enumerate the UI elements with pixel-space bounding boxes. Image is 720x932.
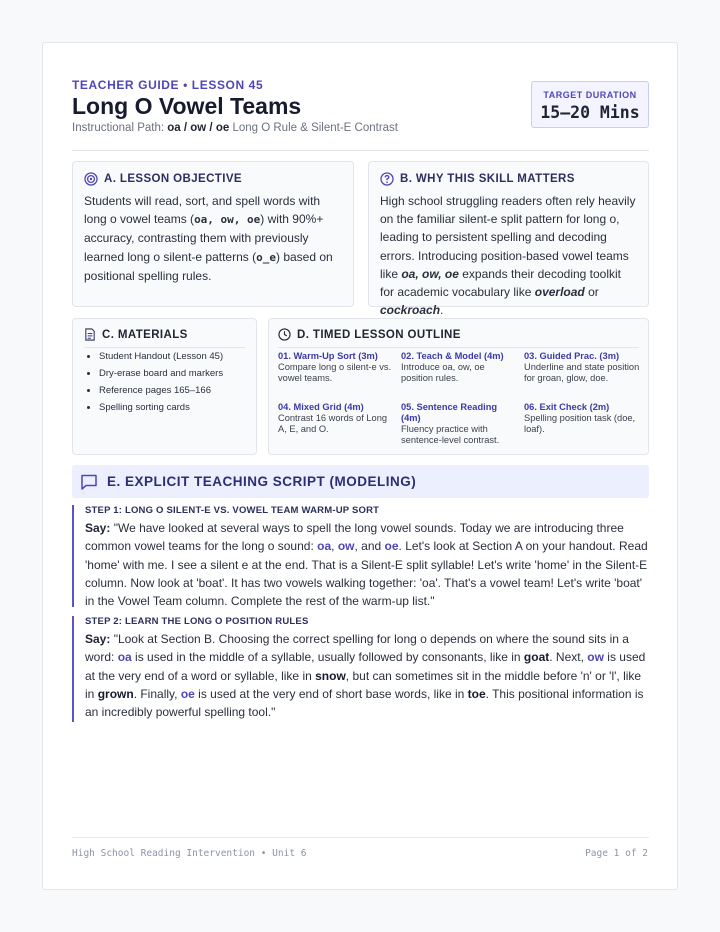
- outline-divider: [278, 347, 639, 348]
- duration-label: TARGET DURATION: [543, 90, 637, 100]
- step-2-title: STEP 2: LEARN THE LONG O POSITION RULES: [85, 616, 309, 627]
- objective-teams: oa, ow, oe: [194, 213, 261, 227]
- materials-card: [72, 318, 257, 455]
- path-teams: oa / ow / oe: [167, 122, 230, 134]
- list-item: • Dry-erase board and markers: [99, 367, 223, 384]
- outline-item: [278, 402, 396, 435]
- materials-heading: C. MATERIALS: [102, 328, 188, 341]
- outline-item: [524, 402, 642, 435]
- step-text: . Let's look at Section A on your handout. Read 'home' with me. I see a silent e at the end. That is a Silent-E split syllable! Let's write 'home' in the Silent-E column. Now look at 'boat'. It has two vowels walking together: 'oa'. That's a vowel team! Let's write 'boat' in the Vowel Team column. Complete the rest of the warm-up list.": [85, 539, 648, 609]
- outline-item-title: 04. Mixed Grid (4m): [278, 402, 364, 412]
- script-section-banner: [72, 465, 649, 498]
- step-text: ,: [331, 539, 338, 554]
- page-title: Long O Vowel Teams: [72, 93, 302, 119]
- objective-text-part: ) based on positional spelling rules.: [84, 249, 333, 283]
- outline-item-desc: Fluency practice with sentence-level contrast.: [401, 424, 500, 445]
- header-divider: [72, 150, 649, 151]
- step-text: , and: [354, 539, 385, 554]
- outline-item-title: 05. Sentence Reading (4m): [401, 402, 498, 423]
- script-step-2: [72, 616, 649, 722]
- step-text: is used in the middle of a syllable, usually followed by consonants, like in: [131, 650, 524, 665]
- help-circle-icon: [380, 172, 394, 186]
- vowel-team-oe: oe: [384, 539, 399, 554]
- materials-divider: [84, 347, 245, 348]
- why-word-overload: overload: [534, 285, 585, 300]
- objective-text-part: ) with 90%+ accuracy, contrasting them with previously learned long o silent-e patterns (: [84, 212, 324, 264]
- page-number: Page 1 of 2: [585, 848, 648, 859]
- outline-item: [401, 351, 519, 384]
- document-icon: [84, 328, 96, 341]
- outline-item-desc: Compare long o silent-e vs. vowel teams.: [278, 362, 392, 383]
- why-text: [380, 192, 637, 319]
- list-item: • Student Handout (Lesson 45): [99, 350, 223, 367]
- footer-course-label: High School Reading Intervention • Unit 6: [72, 848, 307, 859]
- outline-item: [278, 351, 396, 384]
- say-label: Say:: [85, 521, 111, 535]
- path-prefix: Instructional Path:: [72, 122, 165, 134]
- step-text: . This positional information is an incredibly powerful spelling tool.": [85, 686, 644, 720]
- step-text: . Next,: [549, 650, 588, 665]
- materials-list: [99, 350, 223, 418]
- vowel-team-ow: ow: [587, 650, 604, 665]
- list-item: • Reference pages 165–166: [99, 384, 223, 401]
- outline-item-title: 02. Teach & Model (4m): [401, 351, 504, 361]
- vowel-team-ow: ow: [337, 539, 355, 554]
- step-2-body: [85, 630, 649, 721]
- objective-pattern: o_e: [256, 250, 276, 264]
- lesson-page: [42, 42, 678, 890]
- why-text-part: expands their decoding toolkit for academic vocabulary like: [380, 266, 622, 300]
- objective-header: [84, 172, 242, 186]
- example-word-goat: goat: [523, 650, 550, 665]
- step-1-title: STEP 1: LONG O SILENT-E VS. VOWEL TEAM WARM-UP SORT: [85, 505, 380, 516]
- why-text-part: or: [584, 285, 599, 300]
- outline-item: [401, 402, 519, 446]
- outline-heading: D. TIMED LESSON OUTLINE: [297, 328, 461, 341]
- materials-header: [84, 328, 188, 341]
- footer-divider: [72, 837, 649, 838]
- vowel-team-oe: oe: [180, 686, 195, 701]
- clock-icon: [278, 328, 291, 341]
- step-text: . Finally,: [133, 686, 181, 701]
- why-text-part: .: [440, 303, 444, 318]
- outline-item-title: 03. Guided Prac. (3m): [524, 351, 620, 361]
- step-text: is used at the very end of a word or syllable, like in: [85, 650, 646, 683]
- objective-heading: A. LESSON OBJECTIVE: [104, 173, 242, 185]
- step-text: , but can sometimes sit in the middle before 'n' or 'l', like in: [85, 668, 642, 701]
- objective-card: [72, 161, 354, 307]
- path-suffix: Long O Rule & Silent-E Contrast: [232, 122, 399, 134]
- lesson-kicker: TEACHER GUIDE • LESSON 45: [72, 78, 264, 92]
- say-label: Say:: [85, 632, 111, 646]
- objective-text-part: Students will read, sort, and spell words with long o vowel teams (: [84, 194, 321, 227]
- outline-card: [268, 318, 649, 455]
- chat-bubble-icon: [80, 473, 98, 491]
- list-item: • Spelling sorting cards: [99, 401, 223, 418]
- script-step-1: [72, 505, 649, 607]
- step-text: is used at the very end of short base words, like in: [194, 686, 468, 701]
- step-text: "Look at Section B. Choosing the correct spelling for long o depends on where the sound sits in a word:: [85, 632, 629, 665]
- why-teams: oa, ow, oe: [401, 266, 459, 281]
- outline-item-title: 01. Warm-Up Sort (3m): [278, 351, 378, 361]
- outline-item: [524, 351, 642, 384]
- why-text-part: High school struggling readers often rely heavily on the familiar silent-e split pattern for long o, leading to persistent spelling and decoding errors. Introducing position-based vowel teams like: [380, 194, 636, 281]
- target-icon: [84, 172, 98, 186]
- step-text: "We have looked at several ways to spell the long vowel sounds. Today we are introducing three common vowel teams for the long o sound:: [85, 521, 624, 554]
- example-word-toe: toe: [467, 686, 486, 701]
- outline-item-desc: Spelling position task (doe, loaf).: [524, 413, 636, 434]
- why-card: [368, 161, 649, 318]
- outline-item-title: 06. Exit Check (2m): [524, 402, 610, 412]
- outline-item-desc: Underline and state position for groan, glow, doe.: [524, 362, 640, 383]
- example-word-grown: grown: [97, 686, 134, 701]
- why-word-cockroach: cockroach: [380, 303, 441, 318]
- vowel-team-oa: oa: [317, 539, 332, 554]
- outline-item-desc: Introduce oa, ow, oe position rules.: [401, 362, 485, 383]
- outline-header: [278, 328, 461, 341]
- outline-item-desc: Contrast 16 words of Long A, E, and O.: [278, 413, 388, 434]
- vowel-team-oa: oa: [117, 650, 132, 665]
- instructional-path: [72, 122, 398, 134]
- duration-value: 15–20 Mins: [540, 103, 640, 122]
- why-header: [380, 172, 575, 186]
- target-duration-box: [531, 81, 649, 128]
- step-1-body: [85, 519, 649, 610]
- example-word-snow: snow: [315, 668, 346, 683]
- script-heading: E. EXPLICIT TEACHING SCRIPT (MODELING): [107, 474, 417, 489]
- objective-text: [84, 192, 342, 285]
- why-heading: B. WHY THIS SKILL MATTERS: [400, 173, 575, 185]
